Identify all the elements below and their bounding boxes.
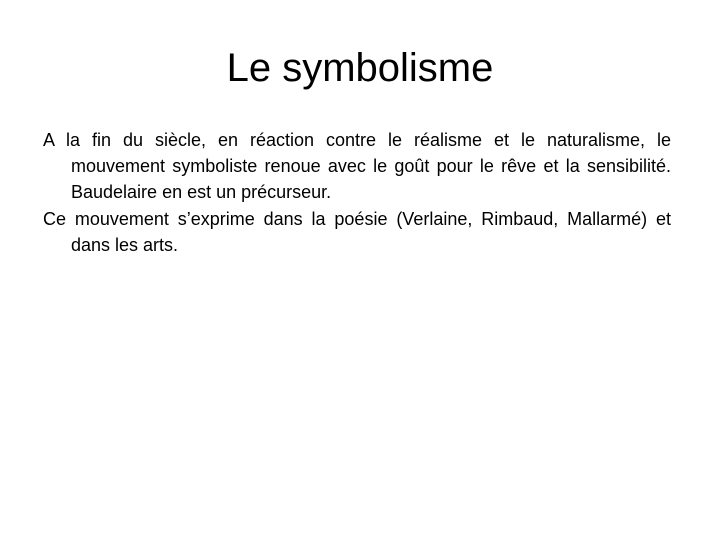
paragraph-2: Ce mouvement s’exprime dans la poésie (Verlaine, Rimbaud, Mallarmé) et dans les arts. [43, 209, 671, 255]
slide-body [43, 127, 671, 259]
paragraph-1: A la fin du siècle, en réaction contre le réalisme et le naturalisme, le mouvement symboliste renoue avec le goût pour le rêve et la sensibilité. Baudelaire en est un précurseur. [43, 130, 671, 202]
slide-title: Le symbolisme [226, 46, 494, 90]
